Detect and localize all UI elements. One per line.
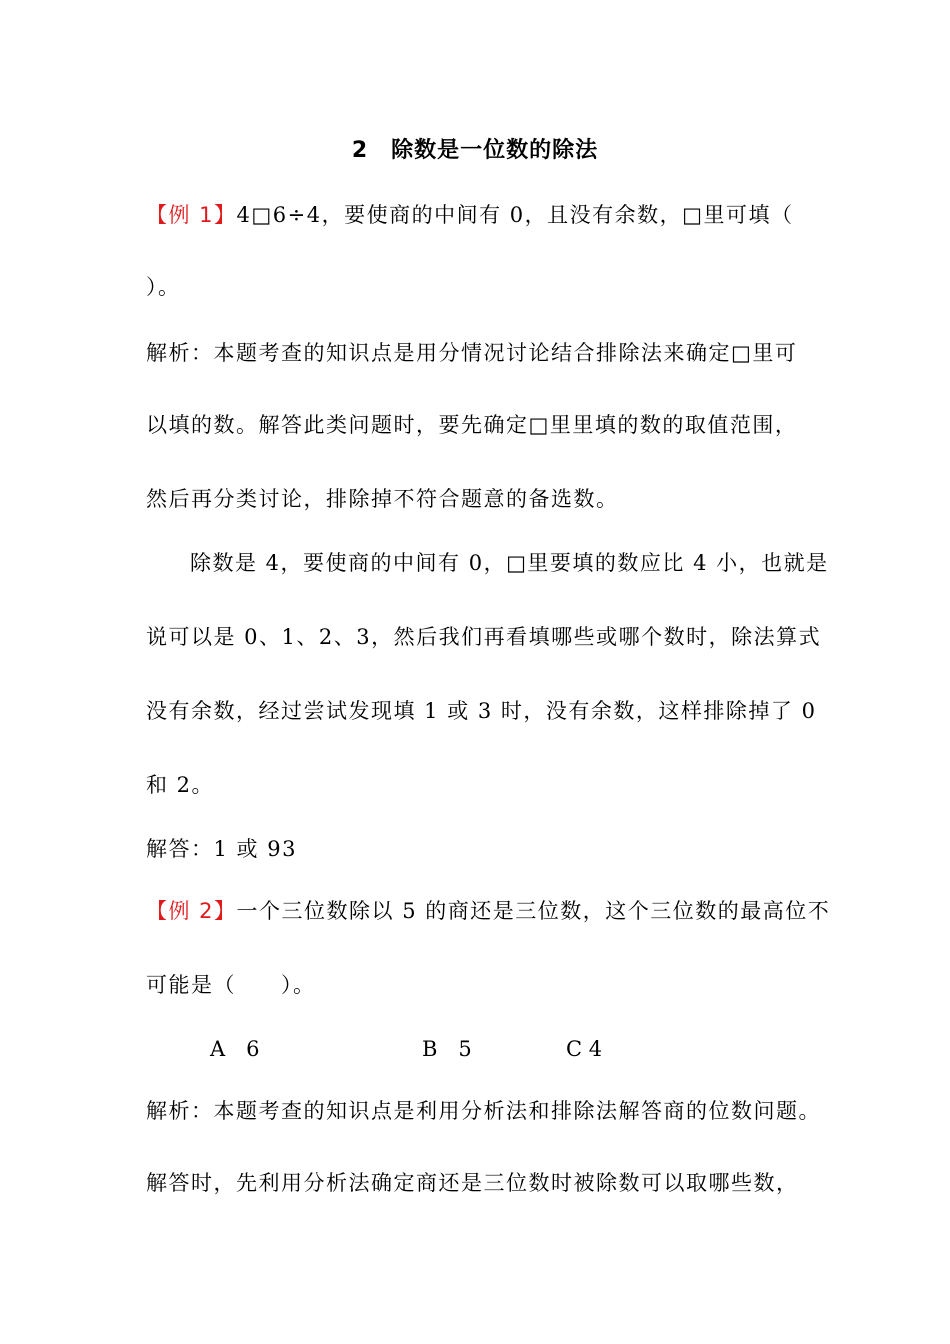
analysis-1-paragraph-2-line-1: 除数是 4，要使商的中间有 0，□里要填的数应比 4 小，也就是: [190, 551, 829, 575]
option-b: B 5: [422, 1037, 472, 1061]
analysis-1-line-1: 解析：本题考查的知识点是用分情况讨论结合排除法来确定□里可: [146, 341, 798, 365]
example-1-question-line-2: ）。: [146, 275, 181, 299]
example-1-question-text: 4□6÷4，要使商的中间有 0，且没有余数，□里可填（: [236, 203, 794, 227]
analysis-1-line-2: 以填的数。解答此类问题时，要先确定□里里填的数的取值范围，: [146, 413, 798, 437]
example-2-question-text: 一个三位数除以 5 的商还是三位数，这个三位数的最高位不: [236, 899, 831, 923]
analysis-1-paragraph-2-line-3: 没有余数，经过尝试发现填 1 或 3 时，没有余数，这样排除掉了 0: [146, 699, 817, 723]
analysis-1-paragraph-2-line-4: 和 2。: [146, 773, 215, 797]
answer-1: 解答：1 或 93: [146, 837, 297, 861]
analysis-1-line-3: 然后再分类讨论，排除掉不符合题意的备选数。: [146, 487, 619, 511]
example-1-tag: 【例 1】: [146, 203, 237, 227]
option-c: C 4: [566, 1037, 603, 1061]
analysis-1-paragraph-2-line-2: 说可以是 0、1、2、3，然后我们再看填哪些或哪个数时，除法算式: [146, 625, 822, 649]
page-title: 2 除数是一位数的除法: [351, 138, 599, 163]
example-2-question-line-2: 可能是（ ）。: [146, 973, 316, 997]
option-a: A 6: [210, 1037, 260, 1061]
analysis-2-line-2: 解答时，先利用分析法确定商还是三位数时被除数可以取哪些数，: [146, 1171, 799, 1195]
analysis-2-line-1: 解析：本题考查的知识点是利用分析法和排除法解答商的位数问题。: [146, 1099, 821, 1123]
example-2-question-line-1: [146, 896, 830, 926]
example-2-tag: 【例 2】: [146, 899, 237, 923]
example-1-question-line-1: [146, 200, 793, 230]
